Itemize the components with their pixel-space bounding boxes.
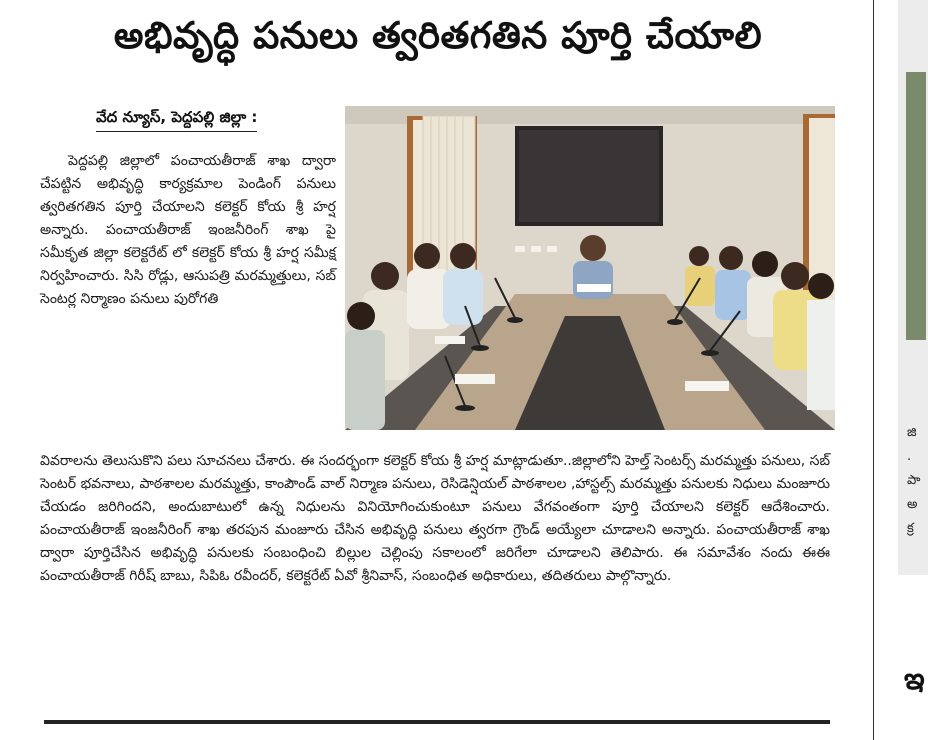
article-continuation-paragraph: వివరాలను తెలుసుకొని పలు సూచనలు చేశారు. ఈ సందర్భంగా కలెక్టర్ కోయ శ్రీ హర్ష మాట్లాడుతూ..జిల్లాలోని హెల్త్ సెంటర్స్ మరమ్మత్తు పనులు, సబ్ సెంటర్ భవనాలు, పాఠశాలల మరమ్మత్తు, కాంపౌండ్ వాల్ నిర్మాణ పనులు, రెసిడెన్షియల్ పాఠశాలల ,హాస్టల్స్ మరమ్మత్తు పనులకు నిధులు మంజూరు చేయడం జరిగిందని, అందుబాటులో ఉన్న నిధులను వినియోగించుకుంటూ పనులు వేగవంతంగా పూర్తి చేయాలని కలెక్టర్ ఆదేశించారు. పంచాయతీరాజ్ ఇంజనీరింగ్ శాఖ తరపున మంజూరు చేసిన అభివృద్ధి పనులు త్వరగా గ్రౌండ్ అయ్యేలా చూడాలని అన్నారు. పంచాయతీరాజ్ శాఖ ద్వారా పూర్తిచేసిన అభివృద్ధి పనులకు సంబంధించి బిల్లుల చెల్లింపు సకాలంలో జరిగేలా చూడాలని తెలిపారు. ఈ సమావేశం నందు ఈఈ పంచాయతీరాజ్ గిరీష్ బాబు, సిపిఓ రవీందర్, కలెక్టరేట్ ఏవో శ్రీనివాస్, సంబంధిత అధికారులు, తదితరులు పాల్గొన్నారు. [40,453,830,584]
article-continuation-column [40,450,830,588]
adjacent-headline-fragment: ఇ [904,662,925,697]
adjacent-text-2: . [907,449,912,464]
article-lead-paragraph: పెద్దపల్లి జిల్లాలో పంచాయతీరాజ్ శాఖ ద్వారా చేపట్టిన అభివృద్ధి కార్యక్రమాల పెండింగ్ పనులు త్వరితగతిన పూర్తి చేయాలని కలెక్టర్ కోయ శ్రీ హర్ష అన్నారు. పంచాయతీరాజ్ ఇంజనీరింగ్ శాఖ పై సమీకృత జిల్లా కలెక్టరేట్ లో కలెక్టర్ కోయ శ్రీ హర్ష సమీక్ష నిర్వహించారు. సిసి రోడ్లు, ఆసుపత్రి మరమ్మత్తులు, సబ్ సెంటర్ల నిర్మాణం పనులు పురోగతి [40,153,336,307]
adjacent-article-strip [876,0,925,740]
meeting-photo-illustration [345,106,835,430]
adjacent-text-4: అ [907,497,918,512]
article-headline: అభివృద్ధి పనులు త్వరితగతిన పూర్తి చేయాలి [113,14,763,57]
adjacent-text-3: పా [907,473,921,488]
article-byline: వేద న్యూస్, పెద్దపల్లి జిల్లా : [96,108,257,132]
meeting-photo [345,106,835,430]
column-divider [873,0,874,740]
bottom-rule [44,720,830,724]
adjacent-text-1: జి [907,425,917,440]
article-lead-column [40,150,336,450]
adjacent-text-5: క్ర [907,521,914,536]
adjacent-article-photo [906,72,926,340]
